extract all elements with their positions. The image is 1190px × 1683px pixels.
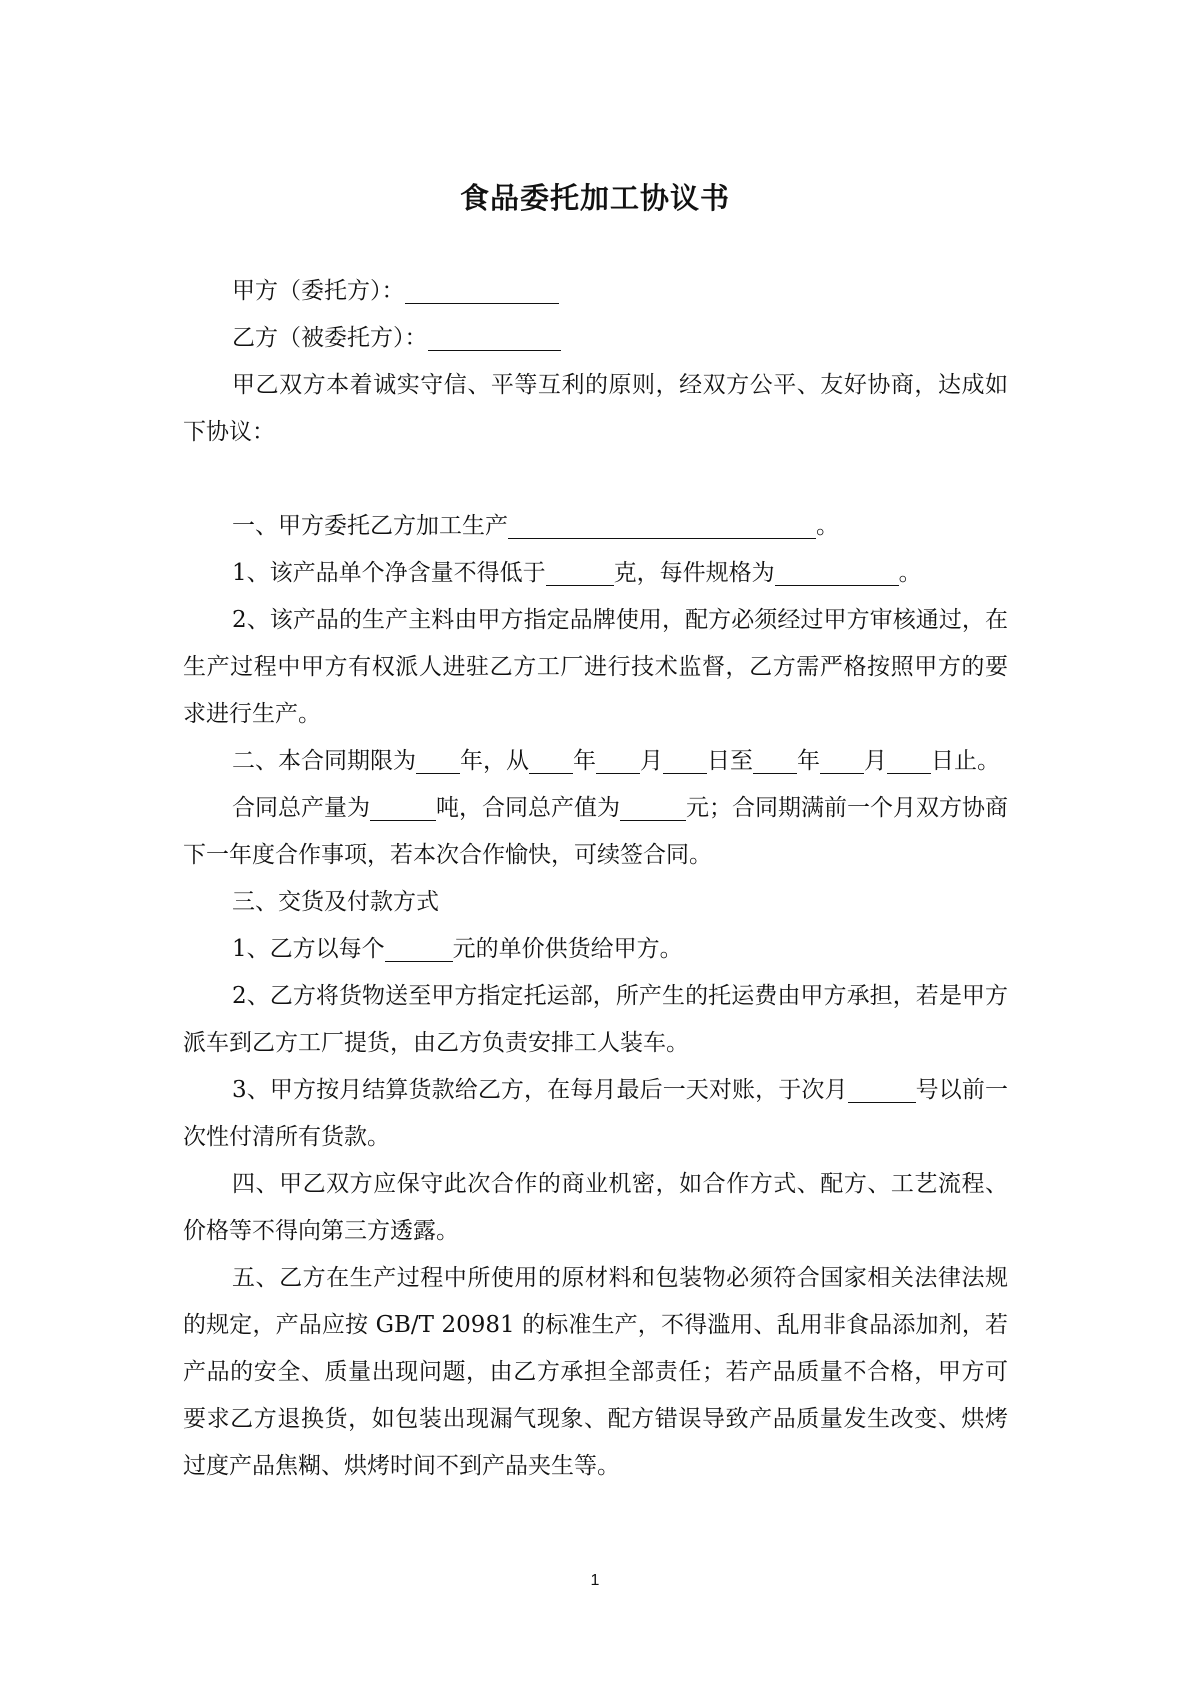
clause-5: 五、乙方在生产过程中所使用的原材料和包装物必须符合国家相关法律法规的规定，产品应按 GB/T 20981 的标准生产，不得滥用、乱用非食品添加剂，若产品的安全、质量出现问题，由乙方承担全部责任；若产品质量不合格，甲方可要求乙方退换货，如包装出现漏气现象、配方错误导致产品质量发生改变、烘烤过度产品焦糊、烘烤时间不到产品夹生等。 — [183, 1265, 1008, 1479]
clause-1-end: 。 — [816, 513, 839, 539]
clause-3-2: 2、乙方将货物送至甲方指定托运部，所产生的托运费由甲方承担，若是甲方派车到乙方工厂提货，由乙方负责安排工人装车。 — [183, 983, 1008, 1056]
total-output-label: 合同总产量为 — [232, 795, 370, 821]
clause-2-text-a: 二、本合同期限为 — [232, 748, 416, 774]
clause-3-1-text-a: 1、乙方以每个 — [232, 936, 385, 962]
party-b-blank — [428, 320, 561, 351]
start-month-blank — [596, 743, 640, 774]
clause-4: 四、甲乙双方应保守此次合作的商业机密，如合作方式、配方、工艺流程、价格等不得向第三方透露。 — [183, 1171, 1008, 1244]
total-output-blank — [370, 790, 436, 821]
intro-paragraph: 甲乙双方本着诚实守信、平等互利的原则，经双方公平、友好协商，达成如下协议： — [183, 372, 1008, 445]
party-b-label: 乙方（被委托方）： — [232, 325, 428, 351]
payment-day-blank — [848, 1072, 916, 1103]
clause-3-heading: 三、交货及付款方式 — [232, 889, 439, 915]
spec-blank — [775, 555, 899, 586]
start-year-blank — [529, 743, 573, 774]
clause-1-1 — [183, 550, 1008, 597]
party-a-line — [183, 268, 1008, 315]
clause-1-text: 一、甲方委托乙方加工生产 — [232, 513, 508, 539]
end-day-blank — [887, 743, 931, 774]
total-clause-text: 元；合同期满前一个月双方协商下一年度合作事项，若本次合作愉快，可续签合同。 — [183, 795, 1008, 868]
clause-3-3-text-b: 号以前一次性付清所有货款。 — [183, 1077, 1008, 1150]
clause-1-2: 2、该产品的生产主料由甲方指定品牌使用，配方必须经过甲方审核通过，在生产过程中甲方有权派人进驻乙方工厂进行技术监督，乙方需严格按照甲方的要求进行生产。 — [183, 607, 1008, 727]
unit-price-blank — [385, 931, 453, 962]
clause-1 — [183, 503, 1008, 550]
product-name-blank — [508, 508, 816, 539]
clause-2-text-h: 日止。 — [931, 748, 1000, 774]
party-a-blank — [405, 273, 559, 304]
clause-2-text-e: 日至 — [707, 748, 753, 774]
total-value-blank — [620, 790, 686, 821]
clause-2 — [183, 738, 1008, 785]
clause-1-1-end: 。 — [898, 560, 922, 586]
clause-1-1-text-b: 克，每件规格为 — [613, 560, 775, 586]
clause-1-1-text: 1、该产品单个净含量不得低于 — [232, 560, 546, 586]
clause-3-1 — [183, 926, 1008, 973]
term-years-blank — [416, 743, 460, 774]
net-weight-blank — [546, 555, 614, 586]
document-body — [183, 268, 1008, 1490]
clause-3-3-text-a: 3、甲方按月结算货款给乙方，在每月最后一天对账，于次月 — [232, 1077, 848, 1103]
clause-3-1-text-b: 元的单价供货给甲方。 — [452, 936, 683, 962]
clause-2-text-b: 年，从 — [460, 748, 529, 774]
clause-2-text-f: 年 — [797, 748, 820, 774]
page-number: 1 — [590, 1572, 600, 1589]
document-title: 食品委托加工协议书 — [459, 181, 730, 215]
clause-2-text-d: 月 — [640, 748, 663, 774]
party-b-line — [183, 315, 1008, 362]
clause-2-text-c: 年 — [573, 748, 596, 774]
total-value-label: 吨，合同总产值为 — [436, 795, 620, 821]
party-a-label: 甲方（委托方）： — [232, 278, 405, 304]
start-day-blank — [663, 743, 707, 774]
end-month-blank — [820, 743, 864, 774]
end-year-blank — [753, 743, 797, 774]
clause-2-text-g: 月 — [864, 748, 887, 774]
clause-3-3 — [183, 1067, 1008, 1161]
clause-2-total — [183, 785, 1008, 879]
